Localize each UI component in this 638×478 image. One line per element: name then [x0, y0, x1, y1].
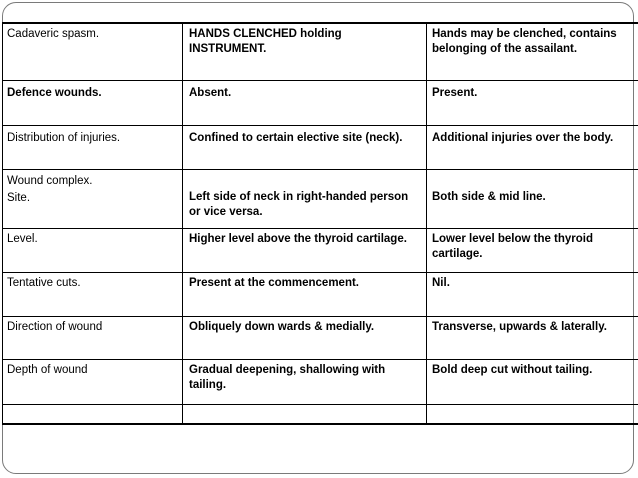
- row-suicidal-cell: Present at the commencement.: [183, 272, 427, 316]
- table-row: [3, 125, 638, 169]
- row-homicidal-cell: Nil.: [427, 272, 638, 316]
- row-suicidal-cell: [183, 404, 427, 424]
- row-homicidal-cell: [427, 404, 638, 424]
- table-row: [3, 272, 638, 316]
- table-row: [3, 80, 638, 125]
- row-homicidal-cell: Both side & mid line.: [427, 169, 638, 228]
- row-feature-cell: Level.: [3, 228, 183, 272]
- table-row: [3, 169, 638, 228]
- row-homicidal-cell: Hands may be clenched, contains belonging of the assailant.: [427, 23, 638, 80]
- row-feature-cell: Direction of wound: [3, 316, 183, 359]
- row-homicidal-cell: Additional injuries over the body.: [427, 125, 638, 169]
- feature-line-site: Site.: [7, 191, 31, 204]
- row-suicidal-cell: Obliquely down wards & medially.: [183, 316, 427, 359]
- row-suicidal-cell: Absent.: [183, 80, 427, 125]
- table-row: [3, 404, 638, 424]
- table-row: [3, 228, 638, 272]
- row-homicidal-cell: Transverse, upwards & laterally.: [427, 316, 638, 359]
- row-suicidal-cell: Confined to certain elective site (neck).: [183, 125, 427, 169]
- row-feature-cell: [3, 404, 183, 424]
- row-feature-cell: Defence wounds.: [3, 80, 183, 125]
- table-row: [3, 316, 638, 359]
- row-feature-cell: Distribution of injuries.: [3, 125, 183, 169]
- row-feature-cell: Depth of wound: [3, 359, 183, 404]
- row-homicidal-cell: Present.: [427, 80, 638, 125]
- row-homicidal-cell: Bold deep cut without tailing.: [427, 359, 638, 404]
- row-homicidal-cell: Lower level below the thyroid cartilage.: [427, 228, 638, 272]
- comparison-table: [2, 22, 638, 425]
- table-row: [3, 23, 638, 80]
- row-suicidal-cell: HANDS CLENCHED holding INSTRUMENT.: [183, 23, 427, 80]
- row-suicidal-cell: Left side of neck in right-handed person or vice versa.: [183, 169, 427, 228]
- table-row: [3, 359, 638, 404]
- row-feature-cell: Tentative cuts.: [3, 272, 183, 316]
- row-suicidal-cell: Higher level above the thyroid cartilage.: [183, 228, 427, 272]
- row-suicidal-cell: Gradual deepening, shallowing with tailing.: [183, 359, 427, 404]
- row-feature-cell: [3, 169, 183, 228]
- row-feature-cell: Cadaveric spasm.: [3, 23, 183, 80]
- feature-line-wound-complex: Wound complex.: [7, 174, 93, 187]
